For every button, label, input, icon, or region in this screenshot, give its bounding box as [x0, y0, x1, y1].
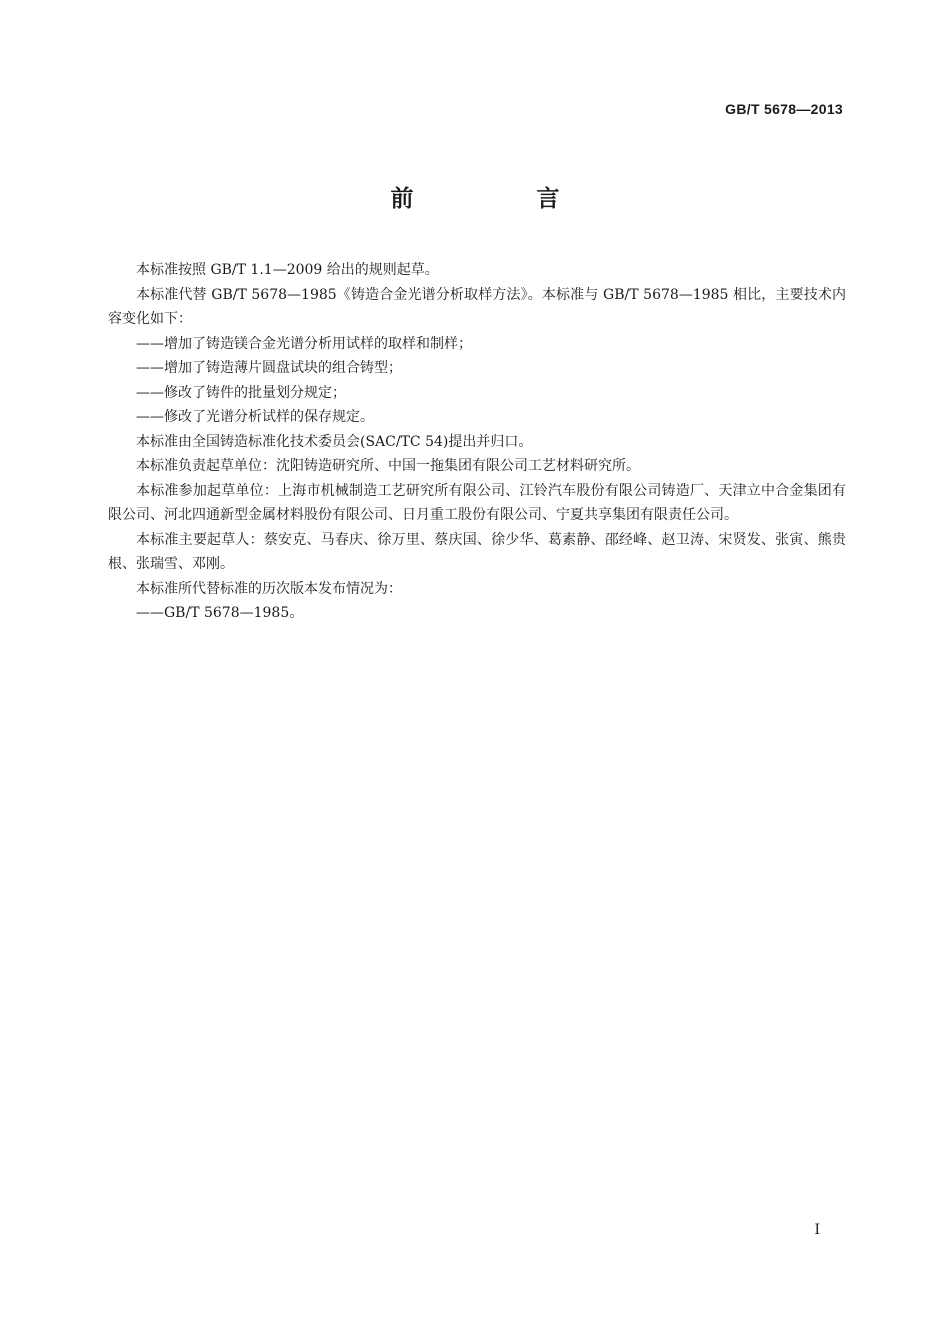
foreword-body	[108, 258, 846, 626]
paragraph-history-intro: 本标准所代替标准的历次版本发布情况为：	[136, 580, 402, 597]
page-title: 前 言	[390, 186, 610, 212]
page-number: I	[814, 1222, 820, 1238]
paragraph-drafters: 本标准主要起草人：蔡安克、马春庆、徐万里、蔡庆国、徐少华、葛素静、邵经峰、赵卫涛、宋贤发、张寅、熊贵根、张瑞雪、邓刚。	[108, 531, 846, 572]
paragraph-replacement: 本标准代替 GB/T 5678—1985《铸造合金光谱分析取样方法》。本标准与 GB/T 5678—1985 相比，主要技术内容变化如下：	[108, 286, 846, 327]
paragraph-proposer: 本标准由全国铸造标准化技术委员会(SAC/TC 54)提出并归口。	[136, 433, 533, 450]
paragraph-drafting-rules: 本标准按照 GB/T 1.1—2009 给出的规则起草。	[136, 262, 439, 278]
paragraph-lead-drafter: 本标准负责起草单位：沈阳铸造研究所、中国一拖集团有限公司工艺材料研究所。	[136, 458, 640, 474]
change-item: ——修改了光谱分析试样的保存规定。	[136, 409, 374, 425]
change-item: ——增加了铸造薄片圆盘试块的组合铸型；	[136, 360, 402, 376]
paragraph-participants: 本标准参加起草单位：上海市机械制造工艺研究所有限公司、江铃汽车股份有限公司铸造厂、天津立中合金集团有限公司、河北四通新型金属材料股份有限公司、日月重工股份有限公司、宁夏共享集团有限责任公司。	[108, 482, 846, 523]
history-item: ——GB/T 5678—1985。	[136, 605, 304, 621]
change-item: ——增加了铸造镁合金光谱分析用试样的取样和制样；	[136, 335, 472, 352]
standard-number: GB/T 5678—2013	[725, 101, 843, 117]
change-item: ——修改了铸件的批量划分规定；	[136, 384, 346, 401]
